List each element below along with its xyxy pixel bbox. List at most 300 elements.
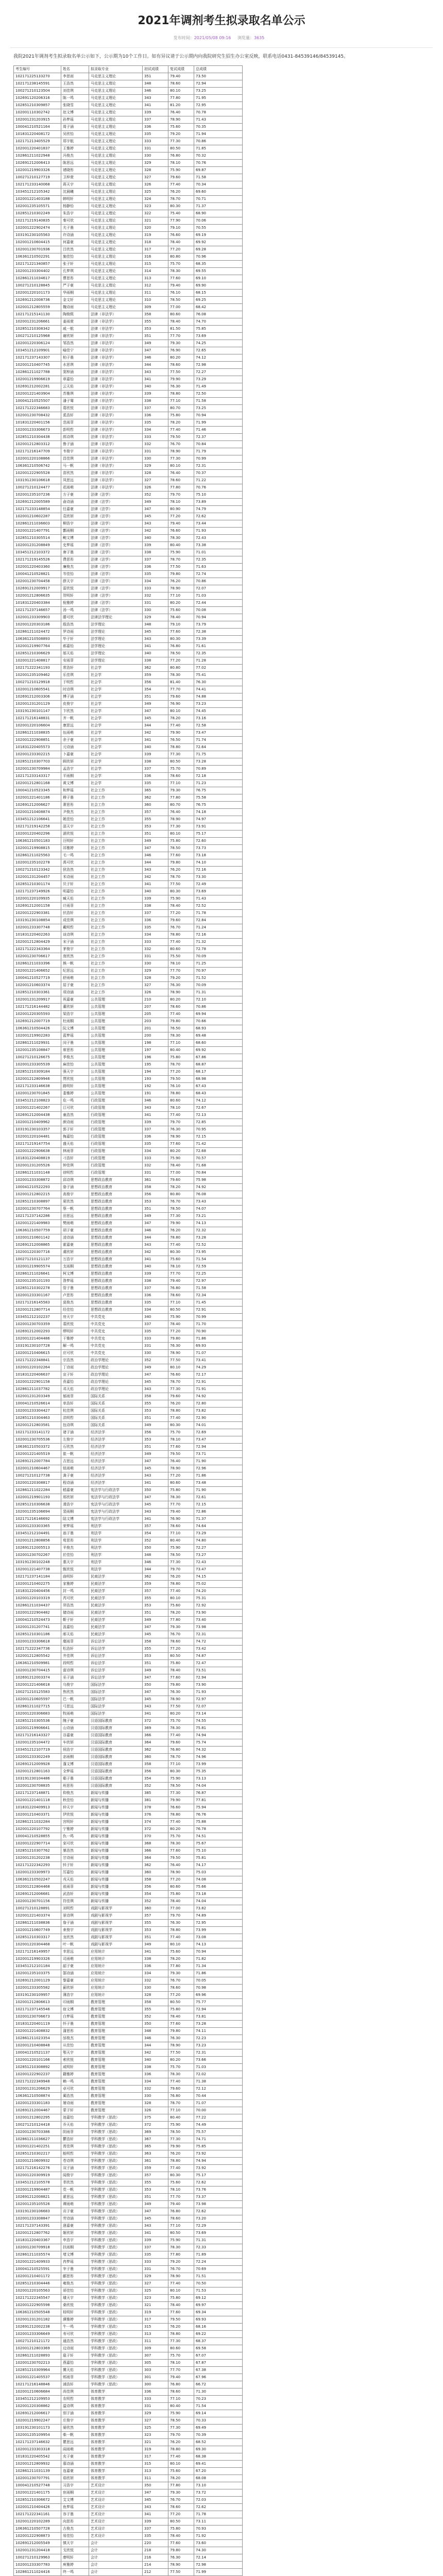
cell-initial-score: 340 bbox=[143, 1314, 168, 1321]
published-value: 2021/05/08 09:16 bbox=[194, 36, 231, 40]
cell-initial-score: 347 bbox=[143, 1494, 168, 1501]
cell-retest-score: 77.40 bbox=[168, 2078, 194, 2086]
cell-retest-score: 77.20 bbox=[168, 1992, 194, 1999]
cell-retest-score: 77.50 bbox=[168, 369, 194, 376]
cell-candidate-id: 102001231206661 bbox=[14, 318, 61, 326]
cell-retest-score: 78.80 bbox=[168, 1090, 194, 1097]
table-row bbox=[14, 2179, 243, 2187]
cell-candidate-id: 102001233304427 bbox=[14, 1408, 61, 1415]
table-row bbox=[14, 1487, 243, 1494]
cell-name: 鱼梦瑶 bbox=[61, 2504, 89, 2511]
cell-candidate-id: 100271210124418 bbox=[14, 2122, 61, 2129]
table-row bbox=[14, 520, 243, 528]
cell-major: 社会工作 bbox=[89, 917, 143, 924]
cell-major: 社会工作 bbox=[89, 838, 143, 845]
cell-major: 公共管理 bbox=[89, 1040, 143, 1047]
cell-total-score: 72.31 bbox=[194, 463, 243, 470]
cell-initial-score: 339 bbox=[143, 109, 168, 116]
cell-total-score: 72.32 bbox=[194, 1227, 243, 1234]
cell-name: 扈子轩 bbox=[61, 2352, 89, 2360]
cell-initial-score: 331 bbox=[143, 953, 168, 960]
table-row bbox=[14, 2331, 243, 2338]
cell-initial-score: 337 bbox=[143, 1285, 168, 1292]
cell-initial-score: 333 bbox=[143, 585, 168, 592]
cell-initial-score: 315 bbox=[143, 2324, 168, 2331]
cell-retest-score: 77.40 bbox=[168, 2453, 194, 2461]
cell-retest-score: 77.40 bbox=[168, 181, 194, 189]
cell-initial-score: 362 bbox=[143, 1573, 168, 1581]
cell-name: 殷浩然 bbox=[61, 621, 89, 629]
cell-major: 社会工作 bbox=[89, 845, 143, 852]
cell-candidate-id: 102001230707791 bbox=[14, 2475, 61, 2482]
cell-name: 山诗涵 bbox=[61, 1725, 89, 1732]
cell-total-score: 72.94 bbox=[194, 1674, 243, 1682]
cell-candidate-id: 102001233308847 bbox=[14, 2215, 61, 2223]
cell-candidate-id: 102691212001129 bbox=[14, 1977, 61, 1985]
cell-name: 郁雨菲 bbox=[61, 1393, 89, 1400]
cell-retest-score: 77.10 bbox=[168, 398, 194, 405]
cell-candidate-id: 100271210126675 bbox=[14, 1054, 61, 1061]
table-row bbox=[14, 311, 243, 318]
cell-initial-score: 359 bbox=[143, 672, 168, 679]
table-row bbox=[14, 2150, 243, 2158]
cell-major: 法律（非法学） bbox=[89, 455, 143, 463]
cell-total-score: 70.96 bbox=[194, 253, 243, 261]
cell-retest-score: 77.30 bbox=[168, 455, 194, 463]
cell-candidate-id: 102001231208849 bbox=[14, 542, 61, 549]
cell-total-score: 73.66 bbox=[194, 2057, 243, 2064]
cell-initial-score: 331 bbox=[143, 145, 168, 152]
cell-initial-score: 340 bbox=[143, 2057, 168, 2064]
cell-retest-score: 75.60 bbox=[168, 124, 194, 131]
cell-total-score: 71.37 bbox=[194, 203, 243, 210]
cell-retest-score: 76.70 bbox=[168, 441, 194, 448]
table-row bbox=[14, 1112, 243, 1119]
table-row bbox=[14, 2446, 243, 2453]
cell-major: 思想政治教育 bbox=[89, 1249, 143, 1256]
cell-major: 国际关系 bbox=[89, 1408, 143, 1415]
cell-total-score: 70.34 bbox=[194, 181, 243, 189]
cell-retest-score: 77.20 bbox=[168, 1069, 194, 1076]
cell-retest-score: 77.10 bbox=[168, 1761, 194, 1768]
cell-initial-score: 300 bbox=[143, 2381, 168, 2388]
cell-retest-score: 80.20 bbox=[168, 2057, 194, 2064]
cell-major: 学科教学（思政） bbox=[89, 2352, 143, 2360]
cell-retest-score: 78.80 bbox=[168, 391, 194, 398]
cell-major: 中共党史 bbox=[89, 1350, 143, 1357]
cell-retest-score: 77.10 bbox=[168, 1299, 194, 1307]
cell-major: 社会学 bbox=[89, 744, 143, 751]
table-row bbox=[14, 780, 243, 787]
cell-candidate-id: 102001219905574 bbox=[14, 1263, 61, 1270]
table-row bbox=[14, 2244, 243, 2251]
cell-major: 公共管理 bbox=[89, 1090, 143, 1097]
table-row bbox=[14, 1646, 243, 1653]
cell-candidate-id: 102861211032284 bbox=[14, 1819, 61, 1826]
table-row bbox=[14, 931, 243, 939]
cell-candidate-id: 102001210409962 bbox=[14, 1119, 61, 1126]
cell-candidate-id: 102001220101173 bbox=[14, 290, 61, 297]
cell-initial-score: 320 bbox=[143, 225, 168, 232]
cell-major: 社会工作 bbox=[89, 874, 143, 881]
cell-initial-score: 335 bbox=[143, 1328, 168, 1335]
cell-name: 充子豪 bbox=[61, 2453, 89, 2461]
table-row bbox=[14, 1400, 243, 1408]
cell-candidate-id: 102001230702267 bbox=[14, 1552, 61, 1559]
cell-total-score: 75.74 bbox=[194, 1739, 243, 1747]
cell-major: 会计 bbox=[89, 2540, 143, 2547]
cell-initial-score: 344 bbox=[143, 722, 168, 730]
cell-major: 经济法学 bbox=[89, 1458, 143, 1465]
cell-total-score: 72.15 bbox=[194, 1133, 243, 1141]
cell-candidate-id: 102001219906619 bbox=[14, 376, 61, 383]
table-row bbox=[14, 665, 243, 672]
cell-retest-score: 80.30 bbox=[168, 1249, 194, 1256]
cell-major: 新闻与传播 bbox=[89, 1848, 143, 1855]
cell-candidate-id: 102001233302215 bbox=[14, 751, 61, 758]
cell-major: 学科教学（思政） bbox=[89, 2143, 143, 2150]
cell-major: 马克思主义理论 bbox=[89, 261, 143, 268]
cell-major: 学科教学（思政） bbox=[89, 2266, 143, 2273]
cell-candidate-id: 102001212807762 bbox=[14, 2230, 61, 2237]
table-row bbox=[14, 607, 243, 614]
cell-total-score: 69.14 bbox=[194, 2410, 243, 2417]
cell-retest-score: 78.30 bbox=[168, 1840, 194, 1848]
cell-candidate-id: 102001212809932 bbox=[14, 2461, 61, 2468]
table-row bbox=[14, 831, 243, 838]
cell-initial-score: 337 bbox=[143, 2244, 168, 2251]
cell-total-score: 75.66 bbox=[194, 1884, 243, 1891]
cell-retest-score: 76.30 bbox=[168, 1689, 194, 1696]
cell-retest-score: 78.40 bbox=[168, 318, 194, 326]
cell-retest-score: 76.80 bbox=[168, 2381, 194, 2388]
cell-total-score: 71.23 bbox=[194, 780, 243, 787]
cell-total-score: 72.33 bbox=[194, 2244, 243, 2251]
table-row bbox=[14, 1595, 243, 1602]
cell-total-score: 68.90 bbox=[194, 210, 243, 217]
cell-retest-score: 77.00 bbox=[168, 1905, 194, 1912]
cell-initial-score: 331 bbox=[143, 600, 168, 607]
table-row bbox=[14, 2049, 243, 2057]
cell-total-score: 70.06 bbox=[194, 217, 243, 225]
cell-initial-score: 329 bbox=[143, 463, 168, 470]
cell-major: 体育教学 bbox=[89, 2410, 143, 2417]
cell-name: 靳子轩 bbox=[61, 1617, 89, 1624]
cell-retest-score: 80.60 bbox=[168, 311, 194, 318]
table-row bbox=[14, 2497, 243, 2504]
cell-total-score: 72.15 bbox=[194, 1501, 243, 1509]
cell-initial-score: 338 bbox=[143, 2064, 168, 2071]
cell-retest-score: 75.70 bbox=[168, 766, 194, 773]
cell-total-score: 72.37 bbox=[194, 434, 243, 441]
table-row bbox=[14, 2540, 243, 2547]
cell-retest-score: 76.30 bbox=[168, 1920, 194, 1927]
cell-retest-score: 75.70 bbox=[168, 261, 194, 268]
cell-initial-score: 363 bbox=[143, 2150, 168, 2158]
cell-retest-score: 78.10 bbox=[168, 960, 194, 968]
cell-retest-score: 78.40 bbox=[168, 1898, 194, 1905]
cell-name: 左俊宇 bbox=[61, 1436, 89, 1444]
cell-major: 经济法学 bbox=[89, 1465, 143, 1472]
cell-name: 仲天宇 bbox=[61, 1804, 89, 1811]
cell-initial-score: 321 bbox=[143, 2302, 168, 2309]
cell-major: 法律（非法学） bbox=[89, 398, 143, 405]
cell-retest-score: 78.90 bbox=[168, 116, 194, 124]
cell-initial-score: 307 bbox=[143, 2352, 168, 2360]
cell-total-score: 72.52 bbox=[194, 903, 243, 910]
table-row bbox=[14, 823, 243, 831]
cell-total-score: 72.97 bbox=[194, 1278, 243, 1285]
cell-candidate-id: 102001222902237 bbox=[14, 2071, 61, 2078]
cell-name: 马一帆 bbox=[61, 463, 89, 470]
cell-total-score: 71.74 bbox=[194, 737, 243, 744]
cell-major: 宪法学与行政法学 bbox=[89, 1501, 143, 1509]
table-row bbox=[14, 73, 243, 80]
cell-candidate-id: 102171222342293 bbox=[14, 1862, 61, 1869]
cell-name: 王浩然 bbox=[61, 80, 89, 88]
cell-candidate-id: 102691212004467 bbox=[14, 2107, 61, 2114]
cell-initial-score: 368 bbox=[143, 1840, 168, 1848]
cell-total-score: 73.43 bbox=[194, 1198, 243, 1206]
cell-retest-score: 78.60 bbox=[168, 2504, 194, 2511]
cell-major: 行政管理 bbox=[89, 1126, 143, 1133]
cell-retest-score: 77.40 bbox=[168, 1011, 194, 1018]
cell-major: 民商法学 bbox=[89, 1588, 143, 1595]
cell-candidate-id: 102001219901193 bbox=[14, 1494, 61, 1501]
table-row bbox=[14, 1105, 243, 1112]
cell-total-score: 72.78 bbox=[194, 946, 243, 953]
cell-initial-score: 349 bbox=[143, 340, 168, 347]
cell-initial-score: 335 bbox=[143, 419, 168, 427]
cell-retest-score: 77.10 bbox=[168, 2107, 194, 2114]
cell-name: 茹欣妍 bbox=[61, 2475, 89, 2482]
cell-name: 刘明哲 bbox=[61, 1905, 89, 1912]
cell-major: 公共管理 bbox=[89, 1083, 143, 1090]
cell-initial-score: 345 bbox=[143, 1501, 168, 1509]
cell-initial-score: 339 bbox=[143, 2237, 168, 2244]
cell-total-score: 71.75 bbox=[194, 751, 243, 758]
cell-initial-score: 326 bbox=[143, 989, 168, 996]
table-row bbox=[14, 2417, 243, 2425]
table-row bbox=[14, 1170, 243, 1177]
cell-major: 学科教学（思政） bbox=[89, 2136, 143, 2143]
cell-major: 体育教学 bbox=[89, 2461, 143, 2468]
cell-name: 邬天佑 bbox=[61, 650, 89, 657]
cell-initial-score: 342 bbox=[143, 528, 168, 535]
cell-total-score: 70.84 bbox=[194, 1170, 243, 1177]
header-cell-name: 姓名 bbox=[61, 66, 89, 73]
cell-major: 思想政治教育 bbox=[89, 1234, 143, 1242]
cell-name: 于明哲 bbox=[61, 679, 89, 686]
cell-candidate-id: 102001221403904 bbox=[14, 391, 61, 398]
cell-total-score: 71.43 bbox=[194, 116, 243, 124]
cell-initial-score: 334 bbox=[143, 2078, 168, 2086]
table-row bbox=[14, 2468, 243, 2475]
cell-initial-score: 309 bbox=[143, 304, 168, 311]
cell-name: 钭子轩 bbox=[61, 1862, 89, 1869]
cell-candidate-id: 102001212804429 bbox=[14, 939, 61, 946]
table-row bbox=[14, 1299, 243, 1307]
cell-candidate-id: 102691212009917 bbox=[14, 585, 61, 592]
table-row bbox=[14, 1703, 243, 1710]
cell-retest-score: 77.50 bbox=[168, 881, 194, 888]
cell-name: 凤思远 bbox=[61, 477, 89, 484]
cell-name: 祁雅婷 bbox=[61, 845, 89, 852]
table-row bbox=[14, 492, 243, 499]
cell-major: 法律（法学） bbox=[89, 556, 143, 564]
cell-major: 思想政治教育 bbox=[89, 1270, 143, 1278]
cell-name: 印雨桐 bbox=[61, 1999, 89, 2006]
table-row bbox=[14, 924, 243, 931]
cell-total-score: 73.44 bbox=[194, 520, 243, 528]
cell-major: 社会工作 bbox=[89, 852, 143, 859]
cell-total-score: 72.52 bbox=[194, 1242, 243, 1249]
cell-initial-score: 348 bbox=[143, 1552, 168, 1559]
cell-initial-score: 357 bbox=[143, 1588, 168, 1595]
cell-total-score: 75.41 bbox=[194, 672, 243, 679]
cell-total-score: 74.45 bbox=[194, 708, 243, 715]
cell-total-score: 74.55 bbox=[194, 1718, 243, 1725]
table-row bbox=[14, 686, 243, 693]
table-row bbox=[14, 253, 243, 261]
cell-retest-score: 77.30 bbox=[168, 1790, 194, 1797]
cell-name: 牧雨萌 bbox=[61, 1710, 89, 1718]
table-row bbox=[14, 470, 243, 477]
cell-candidate-id: 101831220405573 bbox=[14, 744, 61, 751]
cell-total-score: 73.39 bbox=[194, 636, 243, 643]
cell-major: 学科教学（思政） bbox=[89, 2114, 143, 2122]
cell-candidate-id: 102001235104472 bbox=[14, 1739, 61, 1747]
cell-initial-score: 313 bbox=[143, 2331, 168, 2338]
cell-major: 应用统计 bbox=[89, 1985, 143, 1992]
cell-major: 行政管理 bbox=[89, 1097, 143, 1105]
table-row bbox=[14, 1638, 243, 1646]
cell-major: 马克思主义理论 bbox=[89, 225, 143, 232]
cell-initial-score: 344 bbox=[143, 2042, 168, 2049]
cell-name: 樊雨萌 bbox=[61, 1220, 89, 1227]
cell-candidate-id: 100271210128891 bbox=[14, 1905, 61, 1912]
table-row bbox=[14, 246, 243, 253]
table-row bbox=[14, 419, 243, 427]
cell-name: 郎诗琪 bbox=[61, 434, 89, 441]
cell-retest-score: 79.80 bbox=[168, 2547, 194, 2554]
cell-name: 羿浩然 bbox=[61, 1602, 89, 1609]
cell-retest-score: 79.90 bbox=[168, 376, 194, 383]
cell-retest-score: 76.90 bbox=[168, 701, 194, 708]
cell-total-score: 75.31 bbox=[194, 1595, 243, 1602]
cell-total-score: 73.25 bbox=[194, 88, 243, 95]
cell-candidate-id: 102001210601142 bbox=[14, 1234, 61, 1242]
cell-major: 国际法学 bbox=[89, 1710, 143, 1718]
table-row bbox=[14, 1032, 243, 1040]
cell-major: 汉语国际教育 bbox=[89, 1739, 143, 1747]
cell-candidate-id: 102171237146632 bbox=[14, 2439, 61, 2446]
cell-major: 马克思主义理论 bbox=[89, 210, 143, 217]
cell-initial-score: 336 bbox=[143, 773, 168, 780]
table-row bbox=[14, 1097, 243, 1105]
cell-candidate-id: 103451212102237 bbox=[14, 1314, 61, 1321]
cell-major: 法学理论 bbox=[89, 650, 143, 657]
cell-initial-score: 342 bbox=[143, 874, 168, 881]
cell-candidate-id: 102001230708432 bbox=[14, 412, 61, 419]
cell-initial-score: 321 bbox=[143, 2439, 168, 2446]
cell-initial-score: 346 bbox=[143, 88, 168, 95]
cell-initial-score: 330 bbox=[143, 1985, 168, 1992]
cell-total-score: 74.29 bbox=[194, 1364, 243, 1371]
cell-name: 孔梦琪 bbox=[61, 268, 89, 275]
cell-total-score: 71.86 bbox=[194, 1472, 243, 1480]
cell-initial-score: 323 bbox=[143, 2432, 168, 2439]
cell-major: 行政管理 bbox=[89, 1133, 143, 1141]
table-row bbox=[14, 282, 243, 290]
cell-candidate-id: 102001221403188 bbox=[14, 196, 61, 203]
cell-retest-score: 78.20 bbox=[168, 1609, 194, 1617]
table-row bbox=[14, 2547, 243, 2554]
cell-retest-score: 77.40 bbox=[168, 1242, 194, 1249]
cell-retest-score: 78.80 bbox=[168, 2331, 194, 2338]
cell-major: 戏剧与影视学 bbox=[89, 1920, 143, 1927]
cell-initial-score: 358 bbox=[143, 1638, 168, 1646]
cell-name: 尚佳琪 bbox=[61, 2388, 89, 2396]
cell-retest-score: 78.60 bbox=[168, 1004, 194, 1011]
cell-initial-score: 338 bbox=[143, 1956, 168, 1963]
cell-major: 思想政治教育 bbox=[89, 1263, 143, 1270]
cell-total-score: 73.76 bbox=[194, 2187, 243, 2194]
cell-major: 法律（法学） bbox=[89, 520, 143, 528]
table-row bbox=[14, 600, 243, 607]
cell-name: 翁子墨 bbox=[61, 1530, 89, 1537]
cell-name: 姬欣妍 bbox=[61, 2230, 89, 2237]
cell-retest-score: 76.10 bbox=[168, 1083, 194, 1090]
cell-initial-score: 352 bbox=[143, 1898, 168, 1905]
cell-candidate-id: 100271210125583 bbox=[14, 1689, 61, 1696]
cell-total-score: 74.71 bbox=[194, 2136, 243, 2143]
cell-initial-score: 338 bbox=[143, 903, 168, 910]
table-row bbox=[14, 1819, 243, 1826]
cell-retest-score: 80.60 bbox=[168, 1884, 194, 1891]
cell-total-score: 69.97 bbox=[194, 2302, 243, 2309]
cell-name: 隗子豪 bbox=[61, 1718, 89, 1725]
cell-candidate-id: 102001220308862 bbox=[14, 2403, 61, 2410]
cell-name: 柯文博 bbox=[61, 1270, 89, 1278]
cell-retest-score: 78.40 bbox=[168, 1667, 194, 1674]
cell-total-score: 70.69 bbox=[194, 2266, 243, 2273]
cell-name: 阴雨菲 bbox=[61, 2129, 89, 2136]
cell-retest-score: 80.70 bbox=[168, 405, 194, 412]
cell-major: 思想政治教育 bbox=[89, 1278, 143, 1285]
cell-retest-score: 78.80 bbox=[168, 1811, 194, 1819]
cell-name: 赵文博 bbox=[61, 109, 89, 116]
cell-initial-score: 347 bbox=[143, 1689, 168, 1696]
cell-candidate-id: 102851210306638 bbox=[14, 1501, 61, 1509]
cell-name: 祝嘉豪 bbox=[61, 996, 89, 1004]
cell-total-score: 71.90 bbox=[194, 1487, 243, 1494]
cell-major: 会计 bbox=[89, 2569, 143, 2576]
table-row bbox=[14, 1963, 243, 1970]
cell-major: 汉语国际教育 bbox=[89, 1725, 143, 1732]
cell-total-score: 72.97 bbox=[194, 1696, 243, 1703]
cell-candidate-id: 100041210525507 bbox=[14, 398, 61, 405]
table-row bbox=[14, 2259, 243, 2266]
cell-total-score: 75.94 bbox=[194, 1804, 243, 1811]
table-row bbox=[14, 1790, 243, 1797]
cell-name: 陶俊熙 bbox=[61, 311, 89, 318]
cell-total-score: 70.71 bbox=[194, 196, 243, 203]
cell-name: 窦梓涵 bbox=[61, 369, 89, 376]
cell-retest-score: 76.20 bbox=[168, 1227, 194, 1234]
cell-initial-score: 378 bbox=[143, 1804, 168, 1811]
cell-initial-score: 329 bbox=[143, 2410, 168, 2417]
